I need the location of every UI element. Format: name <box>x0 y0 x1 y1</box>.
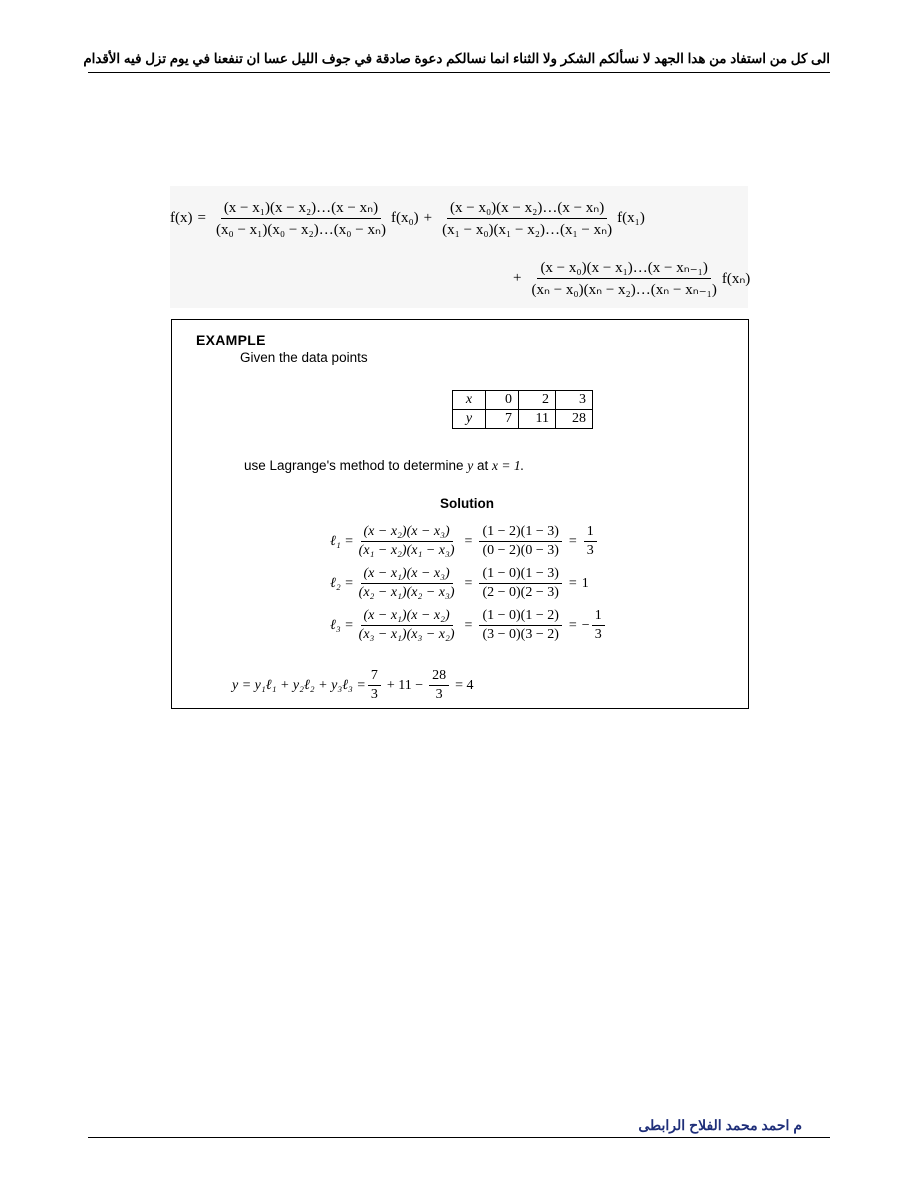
l3-result-denominator: 3 <box>594 627 602 642</box>
term0-numerator: (x − x₁)(x − x₂)…(x − xₙ) <box>221 198 381 219</box>
y-label-cell: y <box>453 410 486 429</box>
formula-row-2 <box>508 258 750 299</box>
y-value-cell: 28 <box>556 410 593 429</box>
l3-result-numerator: 1 <box>592 608 605 626</box>
term1-denominator: (x₁ − x₀)(x₁ − x₂)…(x₁ − xₙ) <box>442 222 613 238</box>
example-task-text <box>244 458 524 474</box>
table-row <box>453 410 593 429</box>
x-value-cell: 2 <box>519 391 556 410</box>
x-label-cell: x <box>453 391 486 410</box>
equals-sign: = <box>464 575 473 591</box>
term1-numerator: (x − x₀)(x − x₂)…(x − xₙ) <box>447 198 607 219</box>
l2-result: 1 <box>581 575 589 591</box>
solution-heading: Solution <box>440 496 494 511</box>
task-prefix: use Lagrange's method to determine <box>244 458 464 473</box>
plus-sign: + <box>513 270 522 286</box>
termn-numerator: (x − x₀)(x − x₁)…(x − xₙ₋₁) <box>537 258 710 279</box>
formula-lhs: f(x) <box>170 210 193 226</box>
formula-term1-fraction <box>439 198 615 239</box>
data-points-table <box>452 390 593 429</box>
equals-sign: = <box>568 617 577 633</box>
termn-function: f(xₙ) <box>721 271 751 287</box>
l3-lhs: ℓ₃ = <box>330 617 354 633</box>
task-variable: y <box>467 458 474 473</box>
l1-numeric-numerator: (1 − 2)(1 − 3) <box>479 524 561 542</box>
l3-numeric-numerator: (1 − 0)(1 − 2) <box>479 608 561 626</box>
l1-numeric-fraction <box>479 524 561 559</box>
example-box <box>171 319 749 709</box>
equals-sign: = <box>568 533 577 549</box>
table-row <box>453 391 593 410</box>
l1-lhs: ℓ₁ = <box>330 533 354 549</box>
l1-equation <box>330 524 599 559</box>
final-fraction-2-denominator: 3 <box>435 687 443 702</box>
l3-numeric-fraction <box>479 608 561 643</box>
plus-sign: + <box>423 210 433 226</box>
example-title: EXAMPLE <box>196 332 266 348</box>
l2-numerator: (x − x₁)(x − x₃) <box>361 566 453 584</box>
l2-denominator: (x₂ − x₁)(x₂ − x₃) <box>358 585 455 600</box>
term0-denominator: (x₀ − x₁)(x₀ − x₂)…(x₀ − xₙ) <box>215 222 386 238</box>
lagrange-general-formula <box>170 186 751 308</box>
footer-divider <box>88 1137 830 1138</box>
l3-result-sign: − <box>581 617 590 633</box>
l2-lhs: ℓ₂ = <box>330 575 354 591</box>
l3-denominator: (x₃ − x₁)(x₃ − x₂) <box>358 627 455 642</box>
term1-function: f(x₁) <box>617 210 645 226</box>
l1-result-fraction <box>584 524 597 559</box>
l1-numeric-denominator: (0 − 2)(0 − 3) <box>482 543 559 558</box>
formula-termn-fraction <box>528 258 719 299</box>
final-result: = 4 <box>455 677 474 693</box>
final-fraction-2-numerator: 28 <box>429 668 449 686</box>
l1-numerator: (x − x₂)(x − x₃) <box>361 524 453 542</box>
final-lhs: y = y₁ℓ₁ + y₂ℓ₂ + y₃ℓ₃ = <box>232 677 366 693</box>
l3-numerator: (x − x₁)(x − x₂) <box>361 608 453 626</box>
x-value-cell: 3 <box>556 391 593 410</box>
final-fraction-1-denominator: 3 <box>370 687 378 702</box>
equals-sign: = <box>197 210 206 226</box>
equals-sign: = <box>464 617 473 633</box>
l1-result-denominator: 3 <box>586 543 594 558</box>
l3-result-fraction <box>592 608 605 643</box>
l1-symbolic-fraction <box>356 524 458 559</box>
termn-denominator: (xₙ − x₀)(xₙ − x₂)…(xₙ − xₙ₋₁) <box>531 282 717 298</box>
formula-term0-fraction <box>213 198 389 239</box>
term0-function: f(x₀) <box>390 210 419 226</box>
l1-result-numerator: 1 <box>584 524 597 542</box>
l2-numeric-fraction <box>479 566 561 601</box>
final-fraction-1-numerator: 7 <box>368 668 381 686</box>
task-mid: at <box>477 458 489 473</box>
final-fraction-2 <box>429 668 449 703</box>
formula-row-1 <box>170 198 645 239</box>
l2-symbolic-fraction <box>356 566 458 601</box>
l2-numeric-denominator: (2 − 0)(2 − 3) <box>482 585 559 600</box>
example-given-text: Given the data points <box>240 350 368 365</box>
x-value-cell: 0 <box>486 391 519 410</box>
final-fraction-1 <box>368 668 381 703</box>
task-condition: x = 1. <box>492 458 525 473</box>
l3-symbolic-fraction <box>356 608 458 643</box>
equals-sign: = <box>568 575 577 591</box>
final-middle-terms: + 11 − <box>386 677 424 693</box>
l1-denominator: (x₁ − x₂)(x₁ − x₃) <box>358 543 455 558</box>
footer-author-name: م احمد محمد الفلاح الرابطى <box>638 1117 802 1133</box>
l3-numeric-denominator: (3 − 0)(3 − 2) <box>482 627 559 642</box>
l2-numeric-numerator: (1 − 0)(1 − 3) <box>479 566 561 584</box>
equals-sign: = <box>464 533 473 549</box>
y-value-cell: 7 <box>486 410 519 429</box>
page-header-dedication: الى كل من استفاد من هدا الجهد لا نسألكم الشكر ولا الثناء انما نسالكم دعوة صادقة في جوف الليل عسا ان تنفعنا في يوم تزل فيه الأقدام <box>88 50 830 73</box>
l3-equation <box>330 608 607 643</box>
l2-equation <box>330 566 589 601</box>
final-result-equation <box>232 668 474 703</box>
y-value-cell: 11 <box>519 410 556 429</box>
